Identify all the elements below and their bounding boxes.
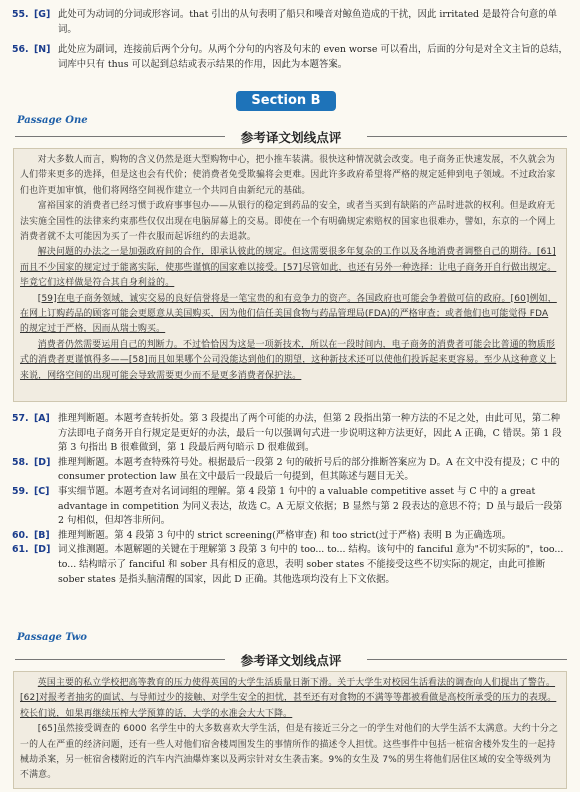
answer-item-60 (0, 529, 580, 544)
answer-item-55 (0, 8, 580, 37)
answer-explanation: 推理判断题。第 4 段第 3 句中的 strict screening(严格审查) 和 too strict(过于严格) 表明 B 为正确选项。 (58, 529, 512, 541)
answer-list (0, 412, 580, 587)
heading-title: 参考译文划线点评 (240, 130, 342, 145)
answer-explanation: 推理判断题。本题考查特殊符号处。根据最后一段第 2 句的破折号后的部分推断答案应为 D。A 在文中没有提及；C 中的 consumer protection law 虽在文中最后一段最后一句提到，但其陈述与题目无关。 (58, 456, 560, 483)
answer-list-top (0, 8, 580, 72)
translation-paragraph: 消费者仍然需要运用自己的判断力。不过恰恰因为这是一项新技术，所以在一段时间内，电子商务的消费者可能会比普通的物质形式的消费者更谨慎得多——[58]而且如果哪个公司没能达到他们的期望，这种新技术还可以使他们投诉起来更容易。至少从这种意义上来说，网络空间的出现可能会导致需要更少而不是更多消费者保护法。 (20, 339, 557, 381)
passage-one-translation (13, 148, 567, 402)
question-number: 59. (12, 485, 29, 497)
answer-explanation: 词义推测题。本题解题的关键在于理解第 3 段第 3 句中的 too... to... 结构。该句中的 fanciful 意为"不切实际的"，too... to... 结构暗示了 fanciful 和 sober 具有相反的意思，表明 sober states 不能接受这些不切实际的规定，由此可推断 sober states 是指头脑清醒的国家，因此 D 正确。其他选项均没有上下文依据。 (58, 544, 564, 585)
answer-item-56 (0, 43, 580, 72)
translation-paragraph: 解决问题的办法之一是加强政府间的合作，即承认彼此的规定。但这需要很多年复杂的工作以及各地消费者调整自己的期待。[61]而且不少国家的规定过于能离实际，使那些谨慎的国家难以接受。[57]尽管如此，也还有另外一种选择：让电子商务开自行做出规定。毕竟它们这样做是符合其自身利益的。 (20, 247, 557, 289)
translation-paragraph: [65]虽然接受调查的 6000 名学生中的大多数喜欢大学生活，但是有接近三分之一的学生对他们的大学生活不太满意。大约十分之一的人在严重的经济问题，还有一些人对他们宿舍楼周围发生的事情所作的描述令人担忧。这些事件中包括一桩宿舍楼外发生的一起持械劫杀案，另一桩宿舍楼附近的汽车内汽油爆炸案以及两宗针对女生袭击案。9%的女生及 7%的男生将他们居住区域的安全等级列为不满意。 (20, 724, 559, 781)
passage-two-label: Passage Two (17, 632, 87, 643)
answer-letter: [N] (34, 44, 51, 56)
section-badge: Section B (236, 91, 336, 111)
question-number: 60. (12, 529, 29, 541)
answer-letter: [A] (34, 413, 50, 424)
answer-explanation: 推理判断题。本题考查转折处。第 3 段提出了两个可能的办法，但第 2 段指出第一种方法的不足之处，由此可见，第二种方法即电子商务开自行规定是更好的办法，最后一句以强调句式进一步说明这种方法更好，因此 A 正确，C 错误。第 1 段第 3 句指出 B 很难做到，第 1 段最后两句暗示 D 很难做到。 (58, 413, 562, 454)
answer-explanation: 此处应为副词，连接前后两个分句。从两个分句的内容及句末的 even worse 可以看出，后面的分句是对全文主旨的总结，词库中只有 thus 可以起到总结或表示结果的作用，因此为本题答案。 (58, 44, 568, 70)
answer-item-59 (0, 485, 580, 529)
passage-one-label: Passage One (17, 115, 88, 126)
translation-paragraph: 对大多数人而言，购物的含义仍然是逛大型购物中心，把小推车装满。很快这种情况就会改变。电子商务正快速发展，不久就会为人们带来更多的选择，但是这也会有代价；使消费者免受欺骗将会更难。因此许多政府希望将严格的规定延伸到电子领域。不过政治家们也许更加审慎，他们将网络空间视作建立一个共同自由新纪元的基础。 (20, 155, 556, 196)
passage-two-heading (15, 650, 567, 668)
answer-letter: [D] (34, 456, 51, 468)
question-number: 55. (12, 9, 29, 20)
translation-paragraph: [59]在电子商务领域，诚实交易的良好信誉将是一笔宝贵的和有竞争力的资产。各国政府也可能会争着做可信的政府。[60]例如，在网上订购药品的顾客可能会更愿意从美国购买，因为他们信任美国食物与药品管理局(FDA)的严格审查；或者他们也可能觉得 FDA 的规定过于严格，因而从瑞士购买。 (20, 293, 557, 335)
question-number: 56. (12, 44, 29, 56)
passage-one-heading (15, 127, 567, 145)
question-number: 57. (12, 413, 29, 424)
answer-letter: [B] (34, 529, 50, 541)
answer-item-57 (0, 412, 580, 456)
answer-letter: [C] (34, 485, 50, 497)
translation-paragraph: 英国主要的私立学校把高等教育的压力使得英国的大学生活质量日渐下滑。关于大学生对校园生活看法的调查向人们提出了警告。[62]对报考者抽劣的面试、与导师过少的接触、对学生安全的担忧，甚至还有对食物的不满等等都被看做是高校所承受的压力的表现。校长们说，如果再继续压榨大学预算的话，大学的水准会大大下降。 (20, 678, 557, 719)
heading-title: 参考译文划线点评 (240, 653, 342, 668)
answer-explanation: 事实细节题。本题考查对名词词组的理解。第 4 段第 1 句中的 a valuable competitive asset 与 C 中的 a great advantage in competition 为同义表达，故选 C。A 无原文依据；B 显然与第 2 段表达的意思不符；D 虽与最后一段第 2 句相似，但却答非所问。 (58, 485, 563, 527)
answer-explanation: 此处可为动词的分词或形容词。that 引出的从句表明了船只和噪音对鲸鱼造成的干扰，因此 irritated 是最符合句意的单词。 (58, 9, 557, 35)
answer-item-61 (0, 543, 580, 587)
answer-item-58 (0, 456, 580, 485)
translation-paragraph: 富裕国家的消费者已经习惯于政府事事包办——从银行的稳定到药品的安全，或者当买到有缺陷的产品时进款的权利。但是政府无法实施全国性的法律来约束那些仅仅出现在电脑屏幕上的交易。即使在一个有明确规定索赔权的国家也很难办，譬如，东京的一个网上消费者就不太可能因为买了一件衣服而起诉纽约的去退款。 (20, 201, 556, 243)
passage-two-translation (13, 671, 567, 789)
answer-letter: [G] (34, 9, 51, 20)
question-number: 58. (12, 456, 29, 468)
answer-letter: [D] (34, 544, 51, 556)
question-number: 61. (12, 544, 29, 556)
